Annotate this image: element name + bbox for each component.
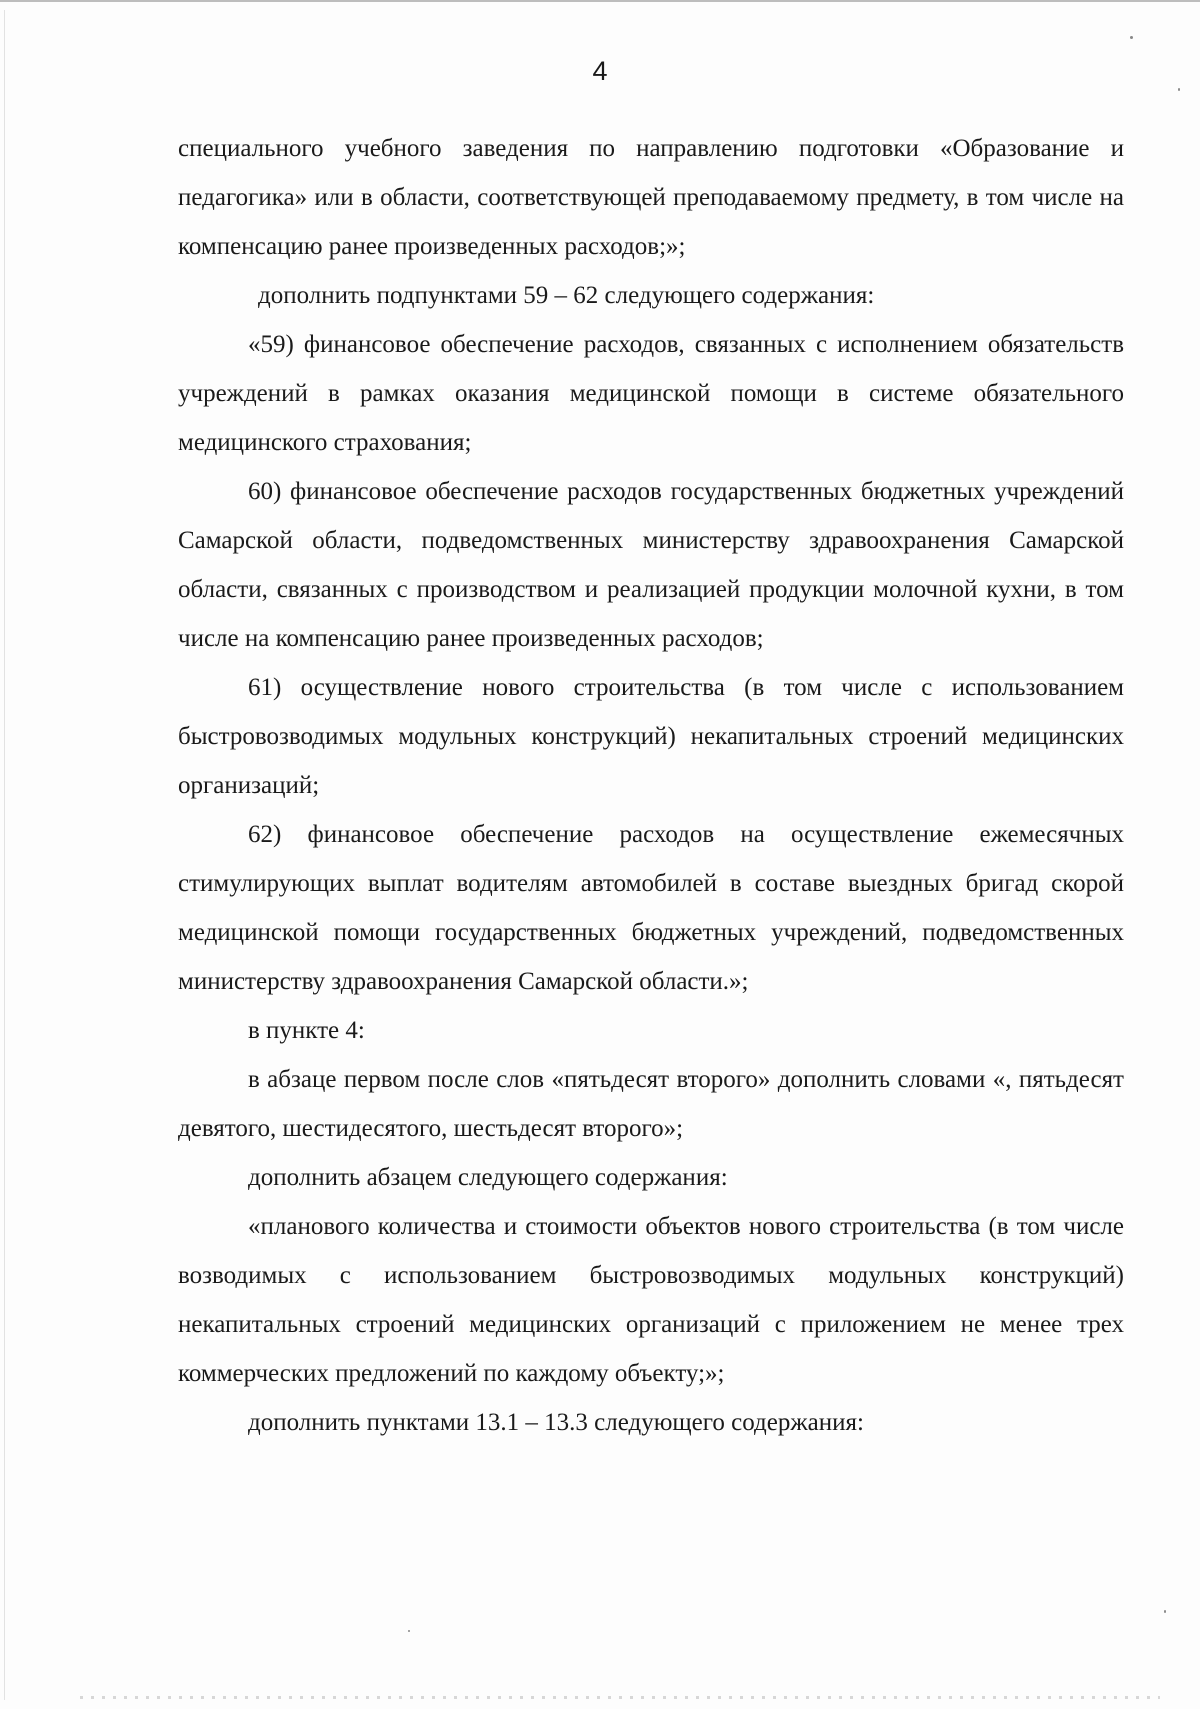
paragraph-subitem-61: 61) осуществление нового строительства (в том числе с использованием быстровозводимых модульных конструкций) некапитальных строений медицинских организаций; <box>178 674 1124 799</box>
paragraph-continuation: специального учебного заведения по направлению подготовки «Образование и педагогика» или в области, соответствующей преподаваемому предмету, в том числе на компенсацию ранее произведенных расходов;»; <box>178 135 1124 260</box>
paragraph-planned-quantity: «планового количества и стоимости объектов нового строительства (в том числе возводимых с использованием быстровозводимых модульных конструкций) некапитальных строений медицинских организаций с приложением не менее трех коммерческих предложений по каждому объекту;»; <box>178 1213 1124 1387</box>
scan-speck <box>408 1630 410 1632</box>
page-number: 4 <box>592 56 608 86</box>
paragraph-first-abzac: в абзаце первом после слов «пятьдесят второго» дополнить словами «, пятьдесят девятого, шестидесятого, шестьдесят второго»; <box>178 1066 1124 1142</box>
paragraph-subitem-60: 60) финансовое обеспечение расходов государственных бюджетных учреждений Самарской области, подведомственных министерству здравоохранения Самарской области, связанных с производством и реализацией продукции молочной кухни, в том числе на компенсацию ранее произведенных расходов; <box>178 478 1124 652</box>
paragraph-subitem-62: 62) финансовое обеспечение расходов на осуществление ежемесячных стимулирующих выплат водителям автомобилей в составе выездных бригад скорой медицинской помощи государственных бюджетных учреждений, подведомственных министерству здравоохранения Самарской области.»; <box>178 821 1124 995</box>
scan-speck <box>1178 88 1180 91</box>
paragraph-item-4: в пункте 4: <box>248 1017 365 1044</box>
left-margin-line <box>4 10 5 1700</box>
top-border-line <box>0 0 1200 2</box>
document-body <box>178 124 1124 1447</box>
scan-speck <box>1130 36 1133 39</box>
paragraph-add-subitems: дополнить подпунктами 59 – 62 следующего содержания: <box>258 282 875 309</box>
paragraph-add-abzac: дополнить абзацем следующего содержания: <box>248 1164 728 1191</box>
scan-noise <box>80 1696 1160 1699</box>
scan-speck <box>1164 1610 1166 1613</box>
paragraph-subitem-59: «59) финансовое обеспечение расходов, связанных с исполнением обязательств учреждений в рамках оказания медицинской помощи в системе обязательного медицинского страхования; <box>178 331 1124 456</box>
paragraph-add-items-13: дополнить пунктами 13.1 – 13.3 следующего содержания: <box>248 1409 864 1436</box>
